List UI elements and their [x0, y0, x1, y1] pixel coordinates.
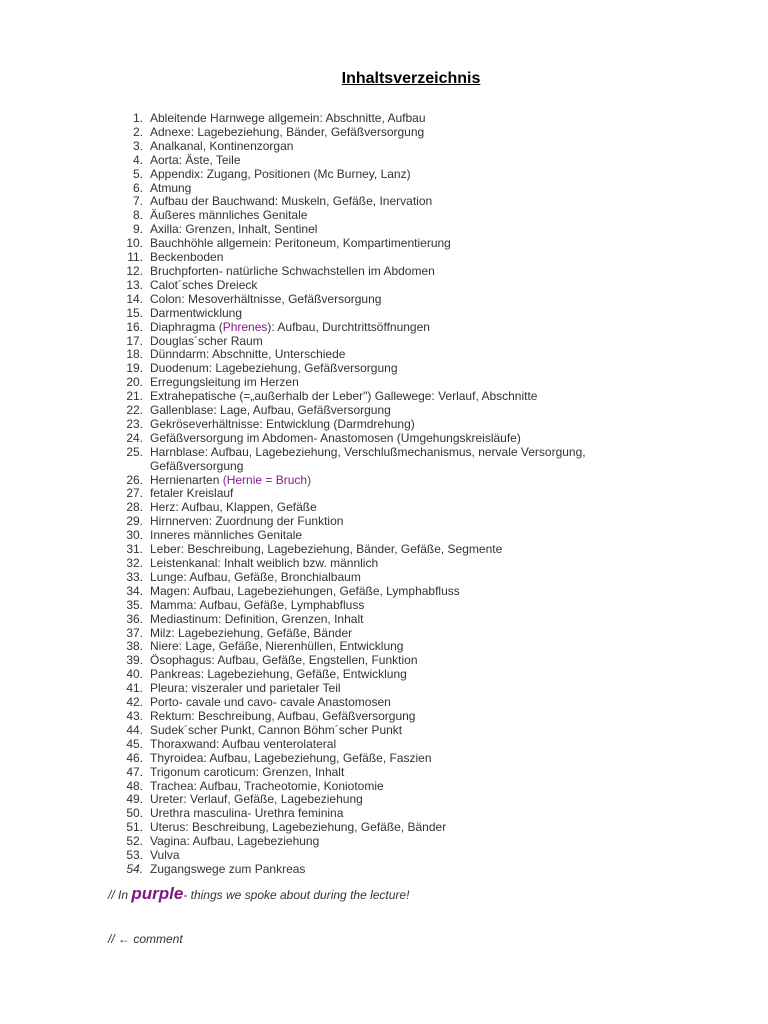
item-text-main: Aufbau der Bauchwand: Muskeln, Gefäße, Inervation	[150, 194, 433, 209]
item-text-main: Thyroidea: Aufbau, Lagebeziehung, Gefäße, Faszien	[150, 750, 432, 765]
item-text-main: Uterus: Beschreibung, Lagebeziehung, Gefäße, Bänder	[150, 820, 447, 835]
item-number: 54.	[126, 861, 143, 876]
item-text-main: Urethra masculina- Urethra feminina	[150, 806, 344, 821]
item-text-main: Appendix: Zugang, Positionen (Mc Burney, Lanz)	[150, 166, 411, 181]
item-text-main: Lunge: Aufbau, Gefäße, Bronchialbaum	[150, 569, 361, 584]
item-text-main: fetaler Kreislauf	[150, 486, 234, 501]
item-text-main: Diaphragma (	[150, 319, 223, 334]
item-text	[150, 724, 630, 738]
item-text-main: Trachea: Aufbau, Tracheotomie, Koniotomie	[150, 778, 384, 793]
item-number: 36.	[126, 611, 143, 626]
item-text-main: Bauchhöhle allgemein: Peritoneum, Kompartimentierung	[150, 236, 451, 251]
list-item	[0, 140, 768, 154]
item-text	[150, 279, 630, 293]
item-text-main: Aorta: Äste, Teile	[150, 152, 241, 167]
item-number: 6.	[132, 180, 143, 195]
item-text-main: Analkanal, Kontinenzorgan	[150, 138, 294, 153]
legend-suffix: - things we spoke about during the lecture!	[183, 888, 410, 902]
item-text	[150, 835, 630, 849]
item-text-highlight: (Hernie = Bruch)	[222, 472, 312, 487]
item-text	[150, 293, 630, 307]
item-text-main: Pankreas: Lagebeziehung, Gefäße, Entwicklung	[150, 667, 407, 682]
item-text	[150, 376, 630, 390]
item-text	[150, 404, 630, 418]
item-number: 1.	[132, 111, 143, 125]
item-text	[150, 682, 630, 696]
item-number: 45.	[126, 736, 143, 751]
item-text-main: Ureter: Verlauf, Gefäße, Lagebeziehung	[150, 792, 363, 807]
item-text-main: Thoraxwand: Aufbau venterolateral	[150, 736, 337, 751]
item-number: 34.	[126, 583, 143, 598]
item-number: 32.	[126, 556, 143, 570]
item-number: 33.	[126, 569, 143, 584]
item-number: 51.	[126, 820, 143, 835]
item-text	[150, 321, 630, 335]
item-text	[150, 599, 630, 613]
item-text	[150, 487, 630, 501]
item-number: 38.	[126, 639, 143, 654]
list-item	[0, 293, 768, 307]
page-title: Inhaltsverzeichnis	[341, 70, 481, 87]
item-text-main: Zugangswege zum Pankreas	[150, 861, 306, 876]
item-number: 27.	[126, 486, 143, 501]
item-number: 14.	[126, 291, 143, 306]
item-text	[150, 446, 630, 474]
list-item	[0, 321, 768, 335]
item-number: 4.	[132, 152, 143, 167]
item-number: 53.	[126, 848, 143, 863]
item-text-main: Extrahepatische (=„außerhalb der Leber") Gallewege: Verlauf, Abschnitte	[150, 389, 538, 404]
item-text	[150, 557, 630, 571]
item-text-main: Atmung	[150, 180, 192, 195]
item-text-main: Vulva	[150, 848, 180, 863]
list-item	[0, 849, 768, 863]
list-item	[0, 195, 768, 209]
item-text	[150, 571, 630, 585]
item-text	[150, 112, 630, 126]
item-text-main: Sudek´scher Punkt, Cannon Böhm´scher Punkt	[150, 722, 403, 737]
item-text-main: Rektum: Beschreibung, Aufbau, Gefäßversorgung	[150, 708, 416, 723]
item-text-main: Colon: Mesoverhältnisse, Gefäßversorgung	[150, 291, 382, 306]
item-text	[150, 793, 630, 807]
list-item	[0, 571, 768, 585]
item-text-main: Axilla: Grenzen, Inhalt, Sentinel	[150, 222, 318, 237]
list-item	[0, 432, 768, 446]
item-text-main: Niere: Lage, Gefäße, Nierenhüllen, Entwicklung	[150, 639, 404, 654]
list-item	[0, 668, 768, 682]
item-text-main: Ableitende Harnwege allgemein: Abschnitte, Aufbau	[150, 111, 426, 125]
item-number: 47.	[126, 764, 143, 779]
item-number: 25.	[126, 444, 143, 459]
list-item	[0, 390, 768, 404]
item-text	[150, 432, 630, 446]
item-text-main: Milz: Lagebeziehung, Gefäße, Bänder	[150, 625, 353, 640]
list-item	[0, 710, 768, 724]
item-text	[150, 849, 630, 863]
item-number: 20.	[126, 375, 143, 390]
item-number: 16.	[126, 319, 143, 334]
list-item	[0, 168, 768, 182]
list-item	[0, 474, 768, 488]
legend-note	[108, 884, 409, 904]
list-item	[0, 627, 768, 641]
item-text	[150, 654, 630, 668]
list-item	[0, 307, 768, 321]
legend-prefix: // In	[108, 888, 132, 902]
item-text	[150, 195, 630, 209]
item-text-main: Äußeres männliches Genitale	[150, 208, 308, 223]
item-text	[150, 335, 630, 349]
list-item	[0, 724, 768, 738]
item-number: 8.	[132, 208, 143, 223]
item-number: 43.	[126, 708, 143, 723]
item-text-main: Duodenum: Lagebeziehung, Gefäßversorgung	[150, 361, 398, 376]
list-item	[0, 863, 768, 877]
item-text-main: Douglas´scher Raum	[150, 333, 263, 348]
item-number: 48.	[126, 778, 143, 793]
legend-highlight: purple	[131, 884, 184, 903]
item-number: 5.	[132, 166, 143, 181]
list-item	[0, 279, 768, 293]
item-text-main: Mamma: Aufbau, Gefäße, Lymphabfluss	[150, 597, 365, 612]
item-text-main: Gallenblase: Lage, Aufbau, Gefäßversorgung	[150, 403, 391, 418]
item-text-main: Hernienarten	[150, 472, 223, 487]
item-text-main: Trigonum caroticum: Grenzen, Inhalt	[150, 764, 345, 779]
item-number: 40.	[126, 667, 143, 682]
item-number: 15.	[126, 305, 143, 320]
item-text	[150, 613, 630, 627]
item-text	[150, 752, 630, 766]
list-item	[0, 780, 768, 794]
item-text	[150, 307, 630, 321]
item-text	[150, 251, 630, 265]
item-text-main: Darmentwicklung	[150, 305, 243, 320]
item-text-main: Calot´sches Dreieck	[150, 277, 258, 292]
list-item	[0, 501, 768, 515]
item-number: 50.	[126, 806, 143, 821]
list-item	[0, 515, 768, 529]
item-text-main: Vagina: Aufbau, Lagebeziehung	[150, 834, 320, 849]
item-text-main: Harnblase: Aufbau, Lagebeziehung, Verschlußmechanismus, nervale Versorgung, Gefäßversorgung	[150, 444, 586, 473]
item-number: 31.	[126, 542, 143, 557]
item-number: 3.	[132, 138, 143, 153]
list-item	[0, 487, 768, 501]
item-number: 23.	[126, 416, 143, 431]
item-text	[150, 529, 630, 543]
item-number: 19.	[126, 361, 143, 376]
item-number: 41.	[126, 681, 143, 696]
list-item	[0, 682, 768, 696]
item-text	[150, 209, 630, 223]
item-text	[150, 126, 630, 140]
item-number: 11.	[127, 250, 143, 265]
table-of-contents	[0, 112, 768, 877]
item-number: 22.	[126, 403, 143, 418]
list-item	[0, 446, 768, 474]
item-text	[150, 474, 630, 488]
list-item	[0, 223, 768, 237]
item-text	[150, 182, 630, 196]
item-text	[150, 223, 630, 237]
item-text-main: Bruchpforten- natürliche Schwachstellen im Abdomen	[150, 263, 435, 278]
item-text	[150, 627, 630, 641]
item-text	[150, 585, 630, 599]
item-text	[150, 710, 630, 724]
item-text	[150, 807, 630, 821]
item-text	[150, 390, 630, 404]
list-item	[0, 126, 768, 140]
item-number: 42.	[126, 695, 143, 710]
list-item	[0, 835, 768, 849]
item-text	[150, 738, 630, 752]
list-item	[0, 154, 768, 168]
item-text-after: ): Aufbau, Durchtrittsöffnungen	[267, 319, 430, 334]
list-item	[0, 404, 768, 418]
item-number: 10.	[126, 236, 143, 251]
item-number: 24.	[126, 430, 143, 445]
list-item	[0, 265, 768, 279]
item-number: 17.	[126, 333, 143, 348]
list-item	[0, 696, 768, 710]
item-number: 37.	[126, 625, 143, 640]
item-text-main: Hirnnerven: Zuordnung der Funktion	[150, 514, 344, 529]
item-text	[150, 348, 630, 362]
item-text	[150, 140, 630, 154]
list-item	[0, 585, 768, 599]
item-text-main: Porto- cavale und cavo- cavale Anastomosen	[150, 695, 391, 710]
list-item	[0, 418, 768, 432]
item-text	[150, 265, 630, 279]
item-text-main: Leber: Beschreibung, Lagebeziehung, Bänder, Gefäße, Segmente	[150, 542, 503, 557]
list-item	[0, 543, 768, 557]
item-number: 52.	[126, 834, 143, 849]
item-text	[150, 696, 630, 710]
item-text-highlight: Phrenes	[222, 319, 268, 334]
item-text	[150, 515, 630, 529]
item-text-main: Gefäßversorgung im Abdomen- Anastomosen (Umgehungskreisläufe)	[150, 430, 521, 445]
item-number: 46.	[126, 750, 143, 765]
list-item	[0, 348, 768, 362]
list-item	[0, 752, 768, 766]
item-text-main: Adnexe: Lagebeziehung, Bänder, Gefäßversorgung	[150, 124, 425, 139]
list-item	[0, 362, 768, 376]
item-number: 35.	[126, 597, 143, 612]
list-item	[0, 182, 768, 196]
item-text	[150, 780, 630, 794]
item-text	[150, 237, 630, 251]
list-item	[0, 613, 768, 627]
item-text	[150, 362, 630, 376]
comment-note: // ← comment	[108, 932, 183, 946]
list-item	[0, 738, 768, 752]
item-text-main: Ösophagus: Aufbau, Gefäße, Engstellen, Funktion	[150, 653, 418, 668]
item-text	[150, 154, 630, 168]
list-item	[0, 209, 768, 223]
item-text-main: Inneres männliches Genitale	[150, 528, 303, 543]
item-number: 2.	[132, 124, 143, 139]
item-number: 30.	[126, 528, 143, 543]
list-item	[0, 529, 768, 543]
item-number: 7.	[132, 194, 143, 209]
list-item	[0, 807, 768, 821]
list-item	[0, 557, 768, 571]
item-text-main: Magen: Aufbau, Lagebeziehungen, Gefäße, Lymphabfluss	[150, 583, 460, 598]
item-text-main: Mediastinum: Definition, Grenzen, Inhalt	[150, 611, 364, 626]
item-text-main: Pleura: viszeraler und parietaler Teil	[150, 681, 341, 696]
item-text	[150, 543, 630, 557]
item-text	[150, 668, 630, 682]
item-number: 9.	[132, 222, 143, 237]
item-number: 29.	[126, 514, 143, 529]
item-number: 13.	[126, 277, 143, 292]
item-number: 26.	[126, 472, 143, 487]
item-text-main: Dünndarm: Abschnitte, Unterschiede	[150, 347, 346, 362]
item-number: 28.	[126, 500, 143, 515]
list-item	[0, 237, 768, 251]
item-number: 49.	[126, 792, 143, 807]
item-number: 21.	[126, 389, 143, 404]
list-item	[0, 335, 768, 349]
item-text-main: Herz: Aufbau, Klappen, Gefäße	[150, 500, 317, 515]
list-item	[0, 793, 768, 807]
list-item	[0, 766, 768, 780]
item-text-main: Erregungsleitung im Herzen	[150, 375, 299, 390]
item-text	[150, 821, 630, 835]
item-text	[150, 766, 630, 780]
item-text	[150, 418, 630, 432]
list-item	[0, 599, 768, 613]
item-text-main: Beckenboden	[150, 250, 224, 265]
item-number: 39.	[126, 653, 143, 668]
item-text	[150, 640, 630, 654]
list-item	[0, 640, 768, 654]
list-item	[0, 251, 768, 265]
list-item	[0, 654, 768, 668]
item-text	[150, 501, 630, 515]
list-item	[0, 821, 768, 835]
item-text	[150, 168, 630, 182]
item-text	[150, 863, 630, 877]
item-text-main: Gekröseverhältnisse: Entwicklung (Darmdrehung)	[150, 416, 415, 431]
list-item	[0, 112, 768, 126]
item-number: 18.	[126, 347, 143, 362]
item-number: 12.	[126, 263, 143, 278]
list-item	[0, 376, 768, 390]
item-number: 44.	[126, 722, 143, 737]
item-text-main: Leistenkanal: Inhalt weiblich bzw. männlich	[150, 556, 379, 570]
